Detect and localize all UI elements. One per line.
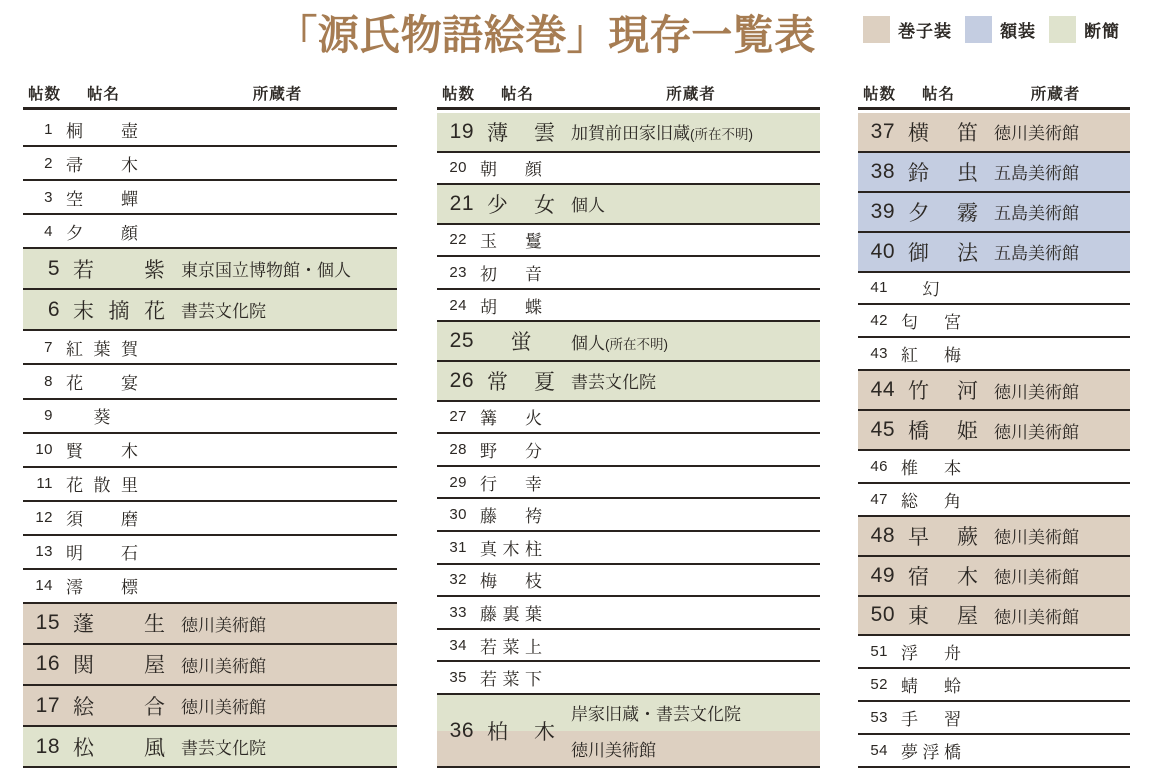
table-column-2 <box>437 84 820 768</box>
chapter-number: 43 <box>870 345 888 363</box>
table-row <box>858 517 1130 557</box>
owner-name <box>571 695 820 766</box>
chapter-name: 橋 姫 <box>908 420 978 444</box>
table-row <box>437 597 820 630</box>
chapter-name: 薄 雲 <box>487 121 555 145</box>
chapter-number: 51 <box>870 643 888 661</box>
table-row <box>437 322 820 362</box>
table-row <box>437 532 820 565</box>
chapter-name: 早 蕨 <box>908 525 978 549</box>
chapter-number: 10 <box>35 441 53 459</box>
chapter-number: 18 <box>35 734 60 758</box>
chapter-number: 40 <box>870 239 895 263</box>
chapter-number: 17 <box>35 693 60 717</box>
chapter-name: 賢 木 <box>66 442 138 462</box>
table-row <box>437 565 820 598</box>
chapter-name: 紅 葉 賀 <box>66 339 138 359</box>
header-owner: 所蔵者 <box>1030 86 1081 103</box>
chapter-number: 45 <box>870 418 895 442</box>
chapter-name: 桐 壺 <box>66 121 138 141</box>
chapter-name: 蜻 蛉 <box>901 677 961 697</box>
chapter-number: 14 <box>35 577 53 595</box>
chapter-name: 関 屋 <box>73 654 165 678</box>
column-body <box>23 113 397 768</box>
owner-name: 五島美術館 <box>994 244 1079 264</box>
header-chapter-name: 帖名 <box>87 86 121 103</box>
table-row <box>437 290 820 323</box>
chapter-number: 41 <box>870 279 888 297</box>
table-row <box>858 273 1130 306</box>
legend-swatch-blue <box>965 16 992 43</box>
table-row <box>437 362 820 402</box>
table-row <box>23 686 397 727</box>
owner-note: (所在不明) <box>690 127 753 143</box>
owner-name: 五島美術館 <box>994 164 1079 184</box>
chapter-name: 松 風 <box>73 736 165 760</box>
chapter-name: 真 木 柱 <box>480 539 542 559</box>
chapter-name: 紅 梅 <box>901 346 961 366</box>
table-row <box>858 411 1130 451</box>
chapter-name: 夕 顔 <box>66 223 138 243</box>
chapter-name: 花 散 里 <box>66 476 138 496</box>
chapter-number: 12 <box>35 509 53 527</box>
table-row <box>858 113 1130 153</box>
chapter-number: 23 <box>449 264 467 282</box>
legend-label: 巻子装 <box>898 22 952 41</box>
table-row <box>437 499 820 532</box>
chapter-name: 竹 河 <box>908 380 978 404</box>
chapter-name: 明 石 <box>66 544 138 564</box>
chapter-name: 胡 蝶 <box>480 297 542 317</box>
legend-item-gakusou <box>965 16 1036 43</box>
chapter-name: 鈴 虫 <box>908 161 978 185</box>
owner-name: 書芸文化院 <box>571 373 656 393</box>
chapter-name: 手 習 <box>901 710 961 730</box>
chapter-number: 35 <box>449 669 467 687</box>
owner-name: 徳川美術館 <box>994 124 1079 144</box>
table-row <box>437 662 820 695</box>
chapter-number: 20 <box>449 159 467 177</box>
chapter-number: 50 <box>870 603 895 627</box>
column-header <box>23 84 397 110</box>
table-row <box>23 365 397 399</box>
chapter-name: 総 角 <box>901 491 961 511</box>
owner-name: 徳川美術館 <box>181 615 266 635</box>
chapter-number: 9 <box>44 407 53 425</box>
chapter-name: 絵 合 <box>73 695 165 719</box>
owner-name: 徳川美術館 <box>994 568 1079 588</box>
chapter-name: 夕 霧 <box>908 201 978 225</box>
chapter-name: 若 紫 <box>73 258 165 282</box>
owner-name: 徳川美術館 <box>181 656 266 676</box>
table-row <box>858 305 1130 338</box>
legend <box>863 16 1120 43</box>
chapter-name: 行 幸 <box>480 474 542 494</box>
table-row <box>23 290 397 331</box>
chapter-name: 花 宴 <box>66 373 138 393</box>
table-row <box>23 147 397 181</box>
chapter-number: 29 <box>449 473 467 491</box>
column-body <box>437 113 820 768</box>
owner-note: (所在不明) <box>605 336 668 352</box>
table-row <box>23 331 397 365</box>
chapter-number: 49 <box>870 563 895 587</box>
chapter-name: 野 分 <box>480 441 542 461</box>
table-row <box>23 215 397 249</box>
chapter-name: 東 屋 <box>908 605 978 629</box>
page-title: 「源氏物語絵巻」現存一覧表 <box>276 12 816 58</box>
chapter-number: 53 <box>870 709 888 727</box>
table-row <box>858 557 1130 597</box>
chapter-number: 22 <box>449 231 467 249</box>
chapter-number: 25 <box>449 329 474 353</box>
table-row <box>858 233 1130 273</box>
chapter-name: 御 法 <box>908 241 978 265</box>
legend-swatch-tan <box>863 16 890 43</box>
chapter-name: 藤 袴 <box>480 507 542 527</box>
table-row <box>23 727 397 768</box>
chapter-number: 54 <box>870 742 888 760</box>
owner-name: 加賀前田家旧蔵(所在不明) <box>571 124 753 144</box>
chapter-name: 幻 <box>922 280 940 300</box>
owner-name: 書芸文化院 <box>181 739 266 759</box>
table-row <box>437 434 820 467</box>
chapter-name: 若 菜 上 <box>480 637 542 657</box>
header-owner: 所蔵者 <box>252 86 303 103</box>
table-row <box>437 695 820 768</box>
chapter-number: 4 <box>44 222 53 240</box>
chapter-number: 26 <box>449 368 474 392</box>
chapter-number: 52 <box>870 676 888 694</box>
table-row <box>23 604 397 645</box>
table-column-3 <box>858 84 1130 768</box>
owner-name: 徳川美術館 <box>181 698 266 718</box>
table-row <box>23 249 397 290</box>
chapter-name: 帚 木 <box>66 155 138 175</box>
table-row <box>858 338 1130 371</box>
table-row <box>858 636 1130 669</box>
header-owner: 所蔵者 <box>666 86 716 103</box>
legend-label: 額装 <box>1000 22 1036 41</box>
table-row <box>23 468 397 502</box>
chapter-number: 3 <box>44 188 53 206</box>
owner-name: 書芸文化院 <box>181 302 266 322</box>
chapter-name: 夢 浮 橋 <box>901 743 961 763</box>
column-header <box>437 84 820 110</box>
chapter-number: 47 <box>870 490 888 508</box>
chapter-number: 39 <box>870 199 895 223</box>
chapter-number: 34 <box>449 636 467 654</box>
owner-line-1: 岸家旧蔵・書芸文化院 <box>571 705 741 725</box>
table-column-1 <box>23 84 397 768</box>
chapter-name: 篝 火 <box>480 409 542 429</box>
chapter-number: 7 <box>44 338 53 356</box>
table-row <box>437 402 820 435</box>
header-chapter-number: 帖数 <box>863 86 897 103</box>
chapter-number: 13 <box>35 543 53 561</box>
legend-item-kansusou <box>863 16 952 43</box>
chapter-name: 末 摘 花 <box>73 299 165 323</box>
table-row <box>858 702 1130 735</box>
chapter-number: 33 <box>449 603 467 621</box>
chapter-name: 柏 木 <box>487 720 555 744</box>
chapter-name: 玉 鬘 <box>480 232 542 252</box>
table-row <box>858 193 1130 233</box>
chapter-name: 梅 枝 <box>480 572 542 592</box>
chapter-number: 27 <box>449 408 467 426</box>
chapter-name: 蓬 生 <box>73 613 165 637</box>
chapter-number: 2 <box>44 154 53 172</box>
chapter-number: 37 <box>870 119 895 143</box>
chapter-number: 36 <box>449 718 474 742</box>
chapter-name: 匂 宮 <box>901 313 961 333</box>
chapter-number: 32 <box>449 571 467 589</box>
table-row <box>23 502 397 536</box>
owner-line-2: 徳川美術館 <box>571 740 656 760</box>
chapter-number: 30 <box>449 506 467 524</box>
chapter-number: 16 <box>35 652 60 676</box>
table-row <box>437 467 820 500</box>
owner-name: 個人 <box>571 196 605 216</box>
chapter-number: 8 <box>44 372 53 390</box>
chapter-number: 31 <box>449 538 467 556</box>
chapter-name: 葵 <box>93 408 111 428</box>
table-row <box>858 451 1130 484</box>
chapter-number: 44 <box>870 378 895 402</box>
header-chapter-name: 帖名 <box>922 86 956 103</box>
chapter-name: 横 笛 <box>908 121 978 145</box>
legend-swatch-green <box>1049 16 1076 43</box>
chapter-number: 19 <box>449 119 474 143</box>
table-row <box>23 434 397 468</box>
chapter-name: 藤 裏 葉 <box>480 604 542 624</box>
chapter-number: 46 <box>870 457 888 475</box>
table-row <box>23 536 397 570</box>
chapter-number: 21 <box>449 191 474 215</box>
column-body <box>858 113 1130 768</box>
table-row <box>23 113 397 147</box>
table-row <box>858 153 1130 193</box>
table-row <box>858 669 1130 702</box>
chapter-name: 須 磨 <box>66 510 138 530</box>
chapter-number: 28 <box>449 440 467 458</box>
chapter-number: 1 <box>44 120 53 138</box>
owner-name: 東京国立博物館・個人 <box>181 261 351 281</box>
chapter-name: 椎 本 <box>901 458 961 478</box>
table-row <box>437 630 820 663</box>
table-row <box>437 113 820 153</box>
table-row <box>858 735 1130 768</box>
table-row <box>437 225 820 258</box>
owner-name: 徳川美術館 <box>994 382 1079 402</box>
header-chapter-name: 帖名 <box>501 86 535 103</box>
chapter-name: 澪 標 <box>66 578 138 598</box>
chapter-name: 常 夏 <box>487 370 555 394</box>
chapter-name: 初 音 <box>480 265 542 285</box>
chapter-number: 48 <box>870 523 895 547</box>
owner-name: 徳川美術館 <box>994 607 1079 627</box>
chapter-name: 宿 木 <box>908 565 978 589</box>
header-chapter-number: 帖数 <box>28 86 62 103</box>
table-row <box>23 400 397 434</box>
legend-label: 断簡 <box>1084 22 1120 41</box>
table-row <box>23 645 397 686</box>
owner-name: 個人(所在不明) <box>571 333 668 353</box>
table-row <box>437 153 820 186</box>
legend-item-dankan <box>1049 16 1120 43</box>
chapter-number: 38 <box>870 159 895 183</box>
table-row <box>858 484 1130 517</box>
chapter-name: 若 菜 下 <box>480 670 542 690</box>
chapter-name: 浮 舟 <box>901 644 961 664</box>
chapter-number: 11 <box>36 475 53 493</box>
owner-name: 徳川美術館 <box>994 528 1079 548</box>
owner-name: 徳川美術館 <box>994 422 1079 442</box>
table-row <box>437 257 820 290</box>
chapter-name: 空 蟬 <box>66 189 138 209</box>
table-row <box>23 181 397 215</box>
chapter-number: 42 <box>870 312 888 330</box>
table-row <box>858 371 1130 411</box>
owner-name: 五島美術館 <box>994 204 1079 224</box>
chapter-name: 蛍 <box>510 331 532 355</box>
table-row <box>437 185 820 225</box>
column-header <box>858 84 1130 110</box>
header-chapter-number: 帖数 <box>442 86 476 103</box>
chapter-number: 15 <box>35 611 60 635</box>
table-row <box>23 570 397 604</box>
chapter-number: 24 <box>449 296 467 314</box>
chapter-number: 5 <box>47 256 60 280</box>
chapter-name: 少 女 <box>487 193 555 217</box>
table-row <box>858 597 1130 637</box>
chapter-name: 朝 顔 <box>480 160 542 180</box>
chapter-number: 6 <box>47 297 60 321</box>
